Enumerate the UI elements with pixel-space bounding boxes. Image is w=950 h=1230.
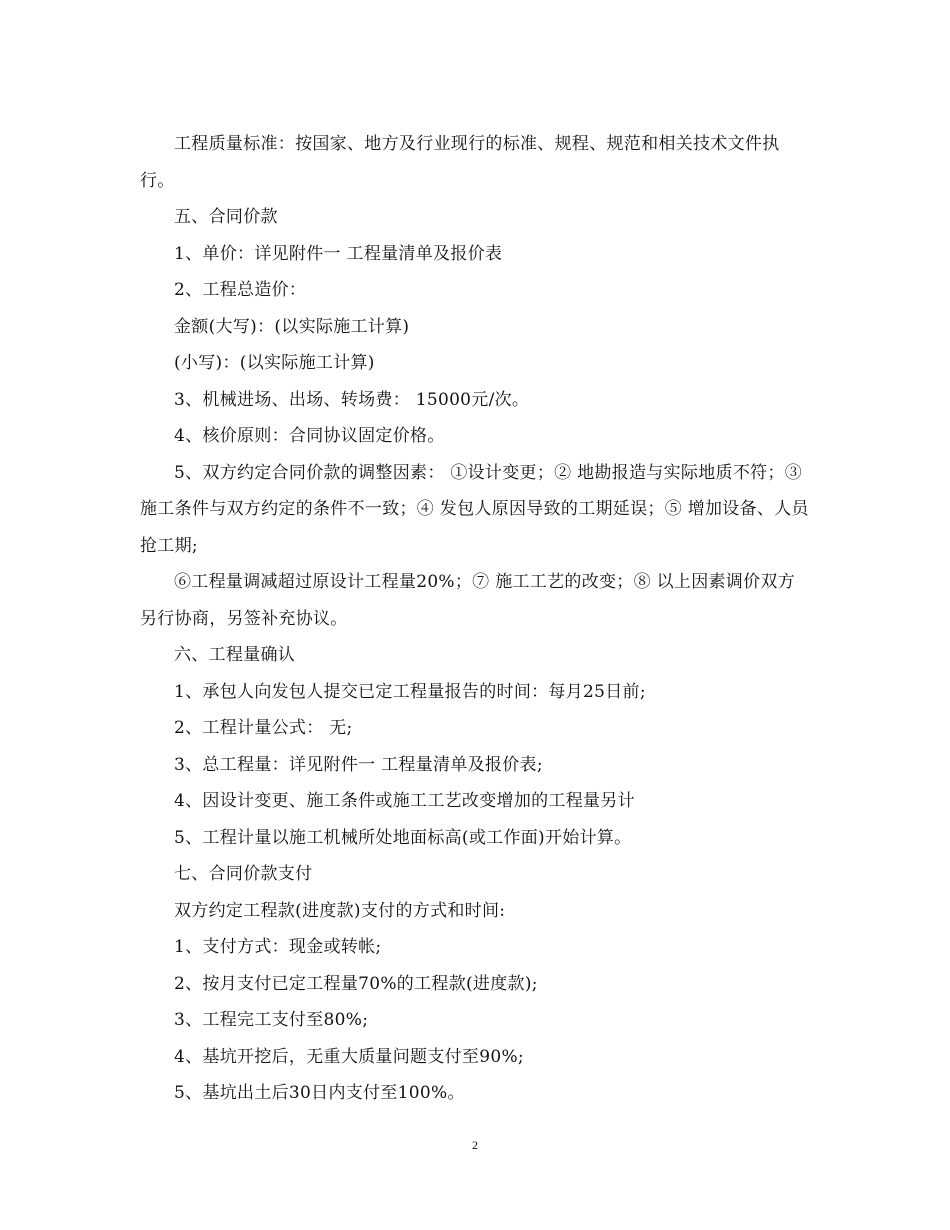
paragraph-completion-payment: 3、工程完工支付至80%; <box>174 1010 369 1030</box>
paragraph-payment-method-intro: 双方约定工程款(进度款)支付的方式和时间: <box>174 900 506 921</box>
paragraph-adjustment-factors-continued: ⑥工程量调减超过原设计工程量20%；⑦ 施工工艺的改变；⑧ 以上因素调价双方另行协商，另签补充协议。 <box>140 572 795 629</box>
paragraph-quality-standard: 工程质量标准：按国家、地方及行业现行的标准、规程、规范和相关技术文件执行。 <box>140 134 780 191</box>
paragraph-quantity-report-time: 1、承包人向发包人提交已定工程量报告的时间：每月25日前; <box>174 681 646 702</box>
paragraph-machinery-fee: 3、机械进场、出场、转场费： 15000元/次。 <box>174 389 530 410</box>
paragraph-total-quantity: 3、总工程量：详见附件一 工程量清单及报价表; <box>174 754 543 775</box>
paragraph-monthly-payment: 2、按月支付已定工程量70%的工程款(进度款); <box>174 973 538 994</box>
section-heading-payment: 七、合同价款支付 <box>174 864 313 884</box>
page-number: 2 <box>472 1138 478 1152</box>
section-heading-quantity-confirmation: 六、工程量确认 <box>174 645 296 665</box>
paragraph-unit-price: 1、单价：详见附件一 工程量清单及报价表 <box>174 243 503 264</box>
paragraph-total-cost: 2、工程总造价： <box>174 280 307 300</box>
paragraph-additional-quantity: 4、因设计变更、施工条件或施工工艺改变增加的工程量另计 <box>174 791 635 811</box>
paragraph-amount-lowercase: (小写)：(以实际施工计算) <box>174 353 375 373</box>
page-body <box>140 126 812 1112</box>
paragraph-amount-uppercase: 金额(大写)：(以实际施工计算) <box>174 316 410 337</box>
section-heading-contract-price: 五、合同价款 <box>174 207 278 227</box>
paragraph-excavation-payment: 4、基坑开挖后，无重大质量问题支付至90%; <box>174 1046 524 1067</box>
paragraph-measurement-formula: 2、工程计量公式： 无; <box>174 718 353 738</box>
paragraph-final-payment: 5、基坑出土后30日内支付至100%。 <box>174 1083 465 1103</box>
paragraph-measurement-start: 5、工程计量以施工机械所处地面标高(或工作面)开始计算。 <box>174 827 632 848</box>
paragraph-adjustment-factors: 5、双方约定合同价款的调整因素： ①设计变更；② 地勘报造与实际地质不符；③ 施工条件与双方约定的条件不一致；④ 发包人原因导致的工期延误；⑤ 增加设备、人员抢工期; <box>140 462 809 556</box>
paragraph-pricing-principle: 4、核价原则：合同协议固定价格。 <box>174 426 445 446</box>
paragraph-payment-method: 1、支付方式：现金或转帐; <box>174 937 382 957</box>
